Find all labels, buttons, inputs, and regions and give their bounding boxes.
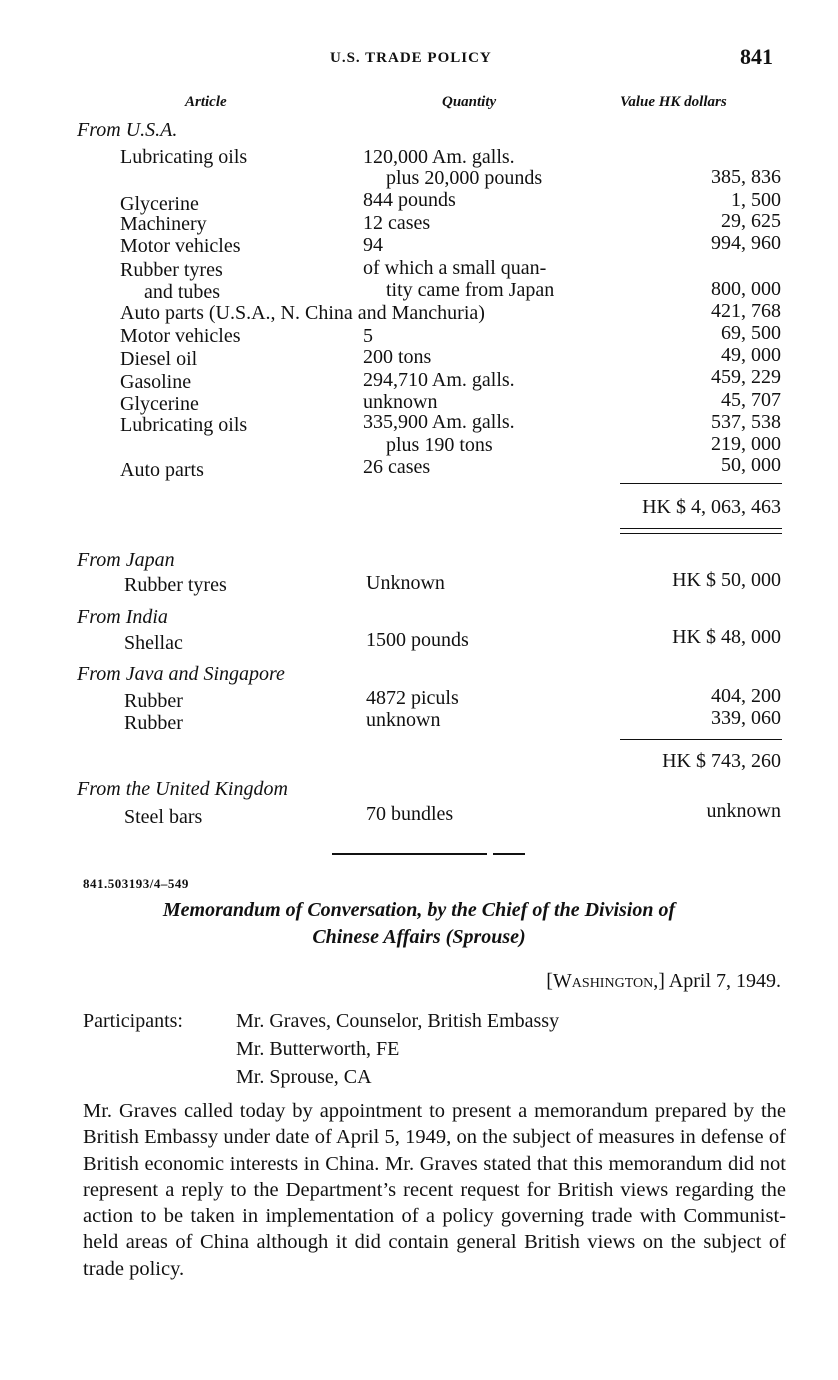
- participant: Mr. Graves, Counselor, British Embassy: [236, 1010, 560, 1032]
- subtotal-rule: [620, 739, 782, 740]
- total-double-rule: [620, 528, 782, 534]
- page-number: 841: [740, 44, 773, 69]
- table-cell-article: Rubber tyres: [124, 574, 227, 596]
- java-total: HK $ 743, 260: [662, 750, 781, 772]
- memo-title: Chinese Affairs (Sprouse): [312, 926, 526, 948]
- column-header-article: Article: [185, 94, 227, 110]
- table-cell-quantity: Unknown: [366, 572, 445, 594]
- table-cell-quantity: 844 pounds: [363, 189, 456, 211]
- table-cell-quantity: plus 20,000 pounds: [386, 167, 543, 189]
- table-cell-value: 421, 768: [711, 300, 781, 322]
- table-cell-value: unknown: [706, 800, 781, 822]
- table-cell-value: 49, 000: [721, 344, 781, 366]
- table-cell-quantity: 335,900 Am. galls.: [363, 411, 515, 433]
- table-cell-value: 994, 960: [711, 232, 781, 254]
- table-cell-value: 1, 500: [731, 189, 781, 211]
- participants-label: Participants:: [83, 1010, 183, 1032]
- table-cell-value: 69, 500: [721, 322, 781, 344]
- table-cell-quantity: 1500 pounds: [366, 629, 469, 651]
- table-cell-value: 404, 200: [711, 685, 781, 707]
- table-cell-value: 800, 000: [711, 278, 781, 300]
- section-separator: [332, 853, 487, 855]
- table-cell-article: Gasoline: [120, 371, 192, 393]
- table-cell-article: Rubber tyres: [120, 259, 223, 281]
- table-cell-article: Lubricating oils: [120, 146, 248, 168]
- date: April 7, 1949.: [668, 970, 781, 992]
- memo-title: Memorandum of Conversation, by the Chief of the Division of: [162, 899, 676, 921]
- section-heading-java: From Java and Singapore: [77, 663, 285, 685]
- table-cell-article: Glycerine: [120, 393, 199, 415]
- table-cell-article: Auto parts: [120, 459, 204, 481]
- table-cell-quantity: 120,000 Am. galls.: [363, 146, 515, 168]
- table-cell-article: Diesel oil: [120, 348, 198, 370]
- table-cell-quantity: unknown: [363, 391, 438, 413]
- participant: Mr. Butterworth, FE: [236, 1038, 400, 1060]
- column-header-value: Value HK dollars: [620, 94, 727, 110]
- table-cell-quantity: plus 190 tons: [386, 434, 493, 456]
- table-cell-article: Glycerine: [120, 193, 199, 215]
- table-cell-value: 29, 625: [721, 210, 781, 232]
- document-id: 841.503193/4–549: [83, 876, 189, 891]
- table-cell-article: Rubber: [124, 712, 183, 734]
- subtotal-rule: [620, 483, 782, 484]
- table-cell-value: 459, 229: [711, 366, 781, 388]
- section-heading-japan: From Japan: [77, 549, 175, 571]
- table-cell-value: HK $ 48, 000: [672, 626, 781, 648]
- table-cell-value: 385, 836: [711, 166, 781, 188]
- table-cell-quantity: 70 bundles: [366, 803, 454, 825]
- date-place: [Washington,]: [546, 970, 665, 992]
- table-cell-value: 45, 707: [721, 389, 781, 411]
- running-title: U.S. TRADE POLICY: [330, 50, 492, 66]
- table-cell-value: 339, 060: [711, 707, 781, 729]
- table-cell-quantity: unknown: [366, 709, 441, 731]
- table-cell-quantity: tity came from Japan: [386, 279, 555, 301]
- table-cell-quantity: 12 cases: [363, 212, 431, 234]
- usa-total: HK $ 4, 063, 463: [642, 496, 781, 518]
- table-cell-value: 219, 000: [711, 433, 781, 455]
- table-cell-quantity: 200 tons: [363, 346, 432, 368]
- table-cell-value: 537, 538: [711, 411, 781, 433]
- table-cell-article: and tubes: [144, 281, 221, 303]
- table-cell-quantity: 294,710 Am. galls.: [363, 369, 515, 391]
- body-paragraph: Mr. Graves called today by appointment to present a memorandum prepared by the British Embassy under date of April 5, 1949, on the subject of measures in defense of British economic interests in China. Mr. Graves stated that this memorandum did not represent a reply to the Department’s recent request for British views regarding the action to be taken in implementation of a policy governing trade with Communist-held areas of China although it did contain general British views on the subject of trade policy.: [83, 1100, 786, 1280]
- column-header-quantity: Quantity: [442, 94, 497, 110]
- table-cell-quantity: 26 cases: [363, 456, 431, 478]
- table-cell-article: Motor vehicles: [120, 325, 241, 347]
- section-separator: [493, 853, 525, 855]
- table-cell-quantity: of which a small quan-: [363, 257, 547, 279]
- table-cell-article: Rubber: [124, 690, 183, 712]
- section-heading-usa: From U.S.A.: [77, 119, 178, 141]
- table-cell-quantity: 4872 piculs: [366, 687, 459, 709]
- table-cell-value: HK $ 50, 000: [672, 569, 781, 591]
- section-heading-india: From India: [77, 606, 168, 628]
- table-cell-value: 50, 000: [721, 454, 781, 476]
- table-cell-article: Auto parts (U.S.A., N. China and Manchuria): [120, 302, 485, 324]
- dateline: [546, 970, 781, 993]
- table-cell-article: Steel bars: [124, 806, 203, 828]
- table-cell-article: Motor vehicles: [120, 235, 241, 257]
- table-cell-quantity: 5: [363, 325, 373, 347]
- table-cell-article: Lubricating oils: [120, 414, 248, 436]
- table-cell-article: Shellac: [124, 632, 183, 654]
- table-cell-quantity: 94: [363, 234, 383, 256]
- participant: Mr. Sprouse, CA: [236, 1066, 372, 1088]
- section-heading-uk: From the United Kingdom: [77, 778, 288, 800]
- table-cell-article: Machinery: [120, 213, 207, 235]
